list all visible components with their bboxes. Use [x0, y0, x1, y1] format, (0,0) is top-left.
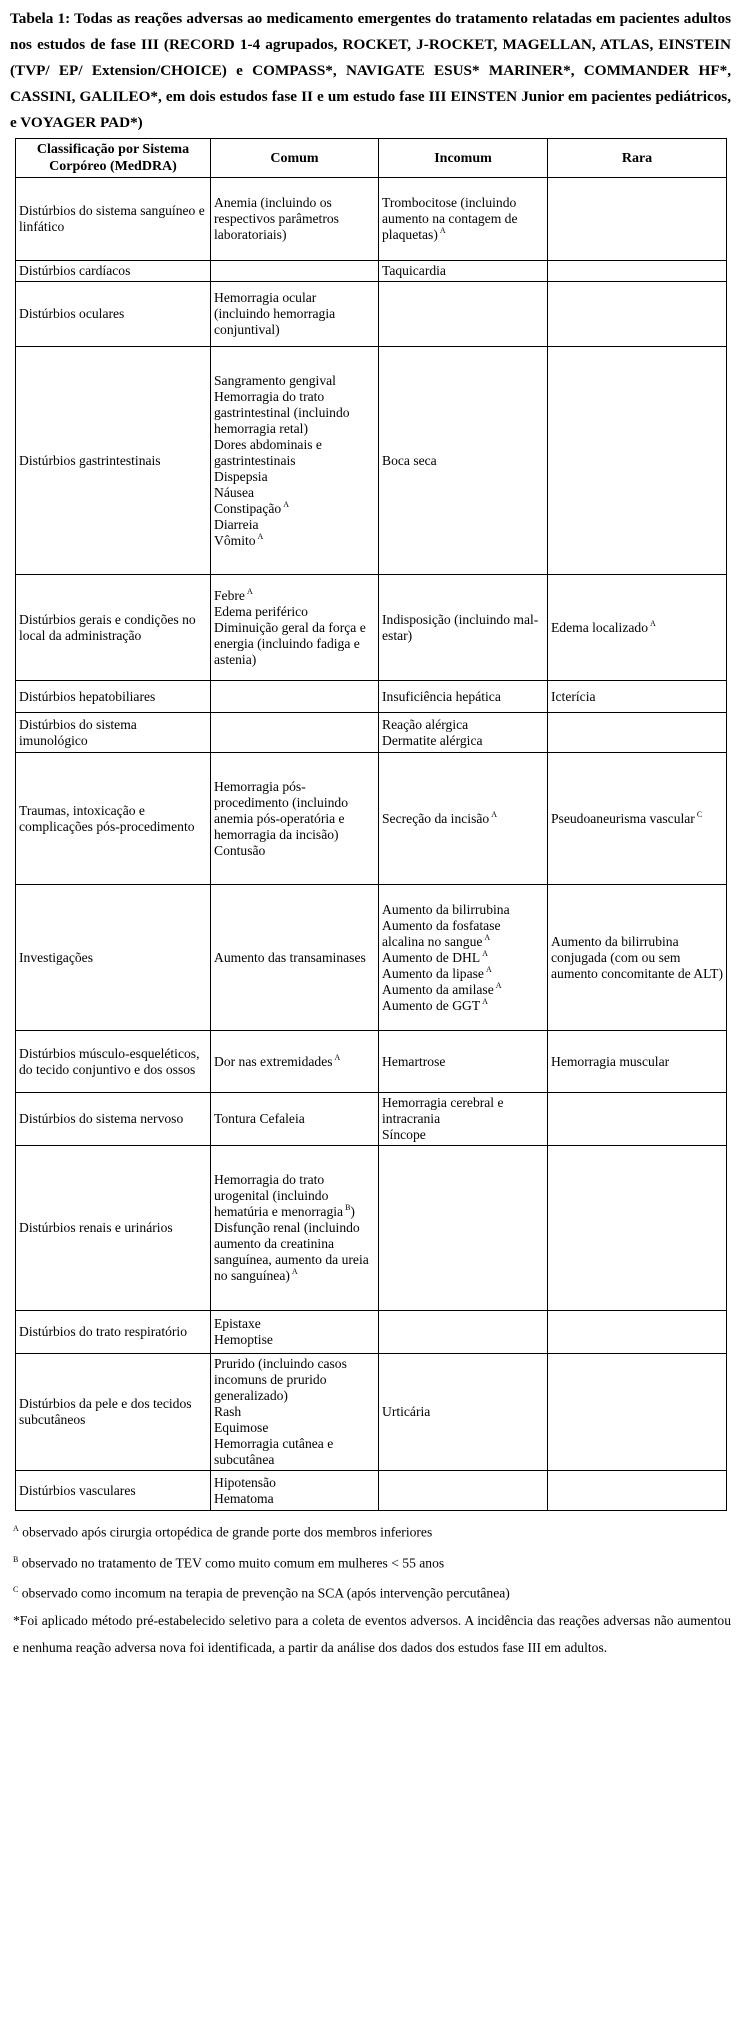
cell-item-text: Hemorragia do trato urogenital (incluindo hematúria e menorragia	[214, 1172, 344, 1219]
table-header-row	[16, 139, 727, 178]
cell-item-text: Hemorragia pós-procedimento (incluindo anemia pós-operatória e hemorragia da incisão)	[214, 778, 349, 842]
cell-item-text: Dor nas extremidades	[214, 1053, 333, 1069]
cell-item	[551, 689, 723, 705]
system-class-cell: Traumas, intoxicação e complicações pós-procedimento	[16, 753, 211, 885]
cell-item	[214, 779, 375, 843]
rare-cell	[548, 347, 727, 575]
table-row	[16, 681, 727, 713]
cell-item-text: Hipotensão	[214, 1474, 276, 1490]
cell-item-text: Equimose	[214, 1420, 269, 1435]
rare-cell	[548, 1146, 727, 1311]
system-class-cell: Distúrbios vasculares	[16, 1471, 211, 1511]
footnote-text: observado no tratamento de TEV como muito comum em mulheres < 55 anos	[18, 1555, 445, 1571]
cell-item	[382, 263, 544, 279]
cell-item	[214, 373, 375, 389]
footnote-text: observado após cirurgia ortopédica de grande porte dos membros inferiores	[18, 1524, 433, 1540]
cell-item-text: Epistaxe	[214, 1316, 261, 1331]
footnote-marker: A	[650, 618, 656, 628]
footnotes	[13, 1515, 731, 1661]
cell-item	[382, 1095, 544, 1127]
rare-cell	[548, 575, 727, 681]
cell-item-text: Icterícia	[551, 688, 596, 704]
system-class-cell: Investigações	[16, 885, 211, 1031]
cell-item-text: Hemoptise	[214, 1332, 273, 1347]
footnote-marker: A	[334, 1052, 341, 1062]
rare-cell	[548, 753, 727, 885]
rare-cell	[548, 261, 727, 282]
system-class-cell: Distúrbios da pele e dos tecidos subcutâneos	[16, 1354, 211, 1471]
cell-item-text: Edema localizado	[551, 619, 648, 635]
cell-item	[382, 1054, 544, 1070]
system-class-cell: Distúrbios cardíacos	[16, 261, 211, 282]
system-class-cell: Distúrbios hepatobiliares	[16, 681, 211, 713]
cell-item-text: Síncope	[382, 1127, 426, 1142]
cell-item	[382, 811, 544, 827]
footnote-mark: A	[13, 1524, 19, 1533]
cell-item	[214, 1420, 375, 1436]
system-class-cell: Distúrbios do trato respiratório	[16, 1311, 211, 1354]
cell-item	[382, 612, 544, 644]
rare-cell	[548, 1471, 727, 1511]
cell-item	[382, 733, 544, 749]
common-cell	[211, 178, 379, 261]
footnote-mark: B	[13, 1554, 19, 1564]
footnote-marker: A	[283, 499, 289, 509]
table-caption: Tabela 1: Todas as reações adversas ao medicamento emergentes do tratamento relatadas em pacientes adultos nos estudos de fase III (RECORD 1-4 agrupados, ROCKET, J-ROCKET, MAGELLAN, ATLAS, EINSTEIN (TVP/ EP/ Extension/CHOICE) e COMPASS*, NAVIGATE ESUS* MARINER*, COMMANDER HF*, CASSINI, GALILEO*, em dois estudos fase II e um estudo fase III EINSTEN Junior em pacientes pediátricos, e VOYAGER PAD*)	[10, 10, 731, 131]
cell-item-text: Edema periférico	[214, 603, 308, 619]
table-row	[16, 575, 727, 681]
cell-item-text: Diminuição geral da força e energia (incluindo fadiga e astenia)	[214, 619, 366, 667]
table-row	[16, 1311, 727, 1354]
cell-item-text: Constipação	[214, 500, 282, 516]
uncommon-cell	[379, 1471, 548, 1511]
cell-item-text: Hemartrose	[382, 1053, 446, 1069]
cell-item-text: Dispepsia	[214, 468, 268, 484]
header-rare: Rara	[548, 139, 727, 178]
cell-item-text: Disfunção renal (incluindo aumento da creatinina sanguínea, aumento da ureia no sanguínea)	[214, 1220, 369, 1283]
footnote-marker: A	[257, 531, 264, 541]
cell-item-text: Aumento da bilirrubina conjugada (com ou sem aumento concomitante de ALT)	[551, 933, 724, 981]
cell-item	[214, 389, 375, 437]
common-cell	[211, 753, 379, 885]
cell-item	[214, 1356, 375, 1404]
cell-item-text: Aumento da lipase	[382, 965, 484, 981]
rare-cell	[548, 1354, 727, 1471]
footnote-marker: A	[246, 586, 253, 596]
uncommon-cell	[379, 885, 548, 1031]
system-class-cell: Distúrbios do sistema nervoso	[16, 1093, 211, 1146]
cell-item	[214, 485, 375, 501]
cell-item	[382, 717, 544, 733]
table-row	[16, 347, 727, 575]
rare-cell	[548, 282, 727, 347]
footnote	[13, 1546, 731, 1577]
cell-item	[382, 950, 544, 966]
cell-item-text: Hemorragia cutânea e subcutânea	[214, 1436, 334, 1467]
cell-item-text: Diarreia	[214, 516, 259, 532]
cell-item	[382, 902, 544, 918]
cell-item-text: Indisposição (incluindo mal- estar)	[382, 611, 539, 643]
common-cell	[211, 282, 379, 347]
common-cell	[211, 1354, 379, 1471]
uncommon-cell	[379, 1146, 548, 1311]
cell-item-text: Aumento das transaminases	[214, 949, 366, 965]
uncommon-cell	[379, 681, 548, 713]
cell-item	[214, 588, 375, 604]
cell-item	[382, 982, 544, 998]
table-row	[16, 261, 727, 282]
footnote-marker: A	[291, 1267, 298, 1277]
cell-item-text: Febre	[214, 587, 245, 603]
table-row	[16, 178, 727, 261]
cell-item-text: Aumento de GGT	[382, 997, 481, 1013]
rare-cell	[548, 681, 727, 713]
system-class-cell: Distúrbios do sistema sanguíneo e linfático	[16, 178, 211, 261]
cell-item	[214, 1220, 375, 1284]
footnote-text: observado como incomum na terapia de prevenção na SCA (após intervenção percutânea)	[18, 1585, 510, 1601]
table-row	[16, 753, 727, 885]
cell-item-text: Tontura Cefaleia	[214, 1111, 305, 1126]
cell-item	[214, 517, 375, 533]
cell-item-text: Pseudoaneurisma vascular	[551, 810, 695, 826]
cell-item	[214, 604, 375, 620]
cell-item	[551, 620, 723, 636]
cell-item-text: Aumento da amilase	[382, 981, 494, 997]
table-row	[16, 1471, 727, 1511]
cell-item	[214, 1436, 375, 1468]
cell-item	[214, 195, 375, 243]
common-cell	[211, 261, 379, 282]
rare-cell	[548, 713, 727, 753]
cell-item	[551, 811, 723, 827]
footnote	[13, 1576, 731, 1607]
cell-item	[382, 689, 544, 705]
cell-item	[382, 998, 544, 1014]
uncommon-cell	[379, 347, 548, 575]
uncommon-cell	[379, 753, 548, 885]
table-row	[16, 1354, 727, 1471]
cell-item	[382, 1127, 544, 1143]
cell-item	[214, 1054, 375, 1070]
cell-item-text: Trombocitose (incluindo aumento na contagem de plaquetas)	[382, 195, 518, 242]
cell-item	[214, 620, 375, 668]
header-common: Comum	[211, 139, 379, 178]
system-class-cell: Distúrbios gerais e condições no local da administração	[16, 575, 211, 681]
cell-item-text: Secreção da incisão	[382, 810, 490, 826]
cell-item-text: Insuficiência hepática	[382, 688, 501, 704]
cell-item-text: Sangramento gengival	[214, 372, 336, 388]
cell-item	[214, 1332, 375, 1348]
cell-item-text: Aumento da fosfatase alcalina no sangue	[382, 917, 501, 949]
footnote-marker: C	[696, 809, 703, 819]
cell-item	[214, 533, 375, 549]
system-class-cell: Distúrbios gastrintestinais	[16, 347, 211, 575]
uncommon-cell	[379, 575, 548, 681]
uncommon-cell	[379, 1031, 548, 1093]
cell-item-text: Urticária	[382, 1404, 431, 1419]
common-cell	[211, 681, 379, 713]
cell-item	[214, 1111, 375, 1127]
footnote-marker: A	[482, 948, 488, 958]
cell-item-text: Náusea	[214, 484, 255, 500]
footnote-marker: A	[495, 980, 502, 990]
footnote-marker: B	[345, 1203, 351, 1213]
system-class-cell: Distúrbios oculares	[16, 282, 211, 347]
footnote-star: *Foi aplicado método pré-estabelecido seletivo para a coleta de eventos adversos. A incidência das reações adversas não aumentou e nenhuma reação adversa nova foi identificada, a partir da análise dos dados dos estudos fase III em adultos.	[13, 1612, 731, 1655]
system-class-cell: Distúrbios músculo-esqueléticos, do tecido conjuntivo e dos ossos	[16, 1031, 211, 1093]
cell-item	[214, 1491, 375, 1507]
adverse-reactions-table	[15, 138, 727, 1511]
rare-cell	[548, 885, 727, 1031]
cell-item-text: Boca seca	[382, 452, 437, 468]
cell-item	[214, 1172, 375, 1220]
footnote-marker: A	[491, 809, 497, 819]
cell-item-text: Contusão	[214, 842, 266, 858]
cell-item	[214, 290, 375, 338]
cell-item	[214, 501, 375, 517]
cell-item-text: Aumento da bilirrubina	[382, 901, 510, 917]
rare-cell	[548, 1311, 727, 1354]
cell-item-text: Prurido (incluindo casos incomuns de prurido generalizado)	[214, 1356, 347, 1403]
common-cell	[211, 575, 379, 681]
footnote-list	[13, 1515, 731, 1607]
common-cell	[211, 1031, 379, 1093]
cell-item-text: Hemorragia do trato gastrintestinal (incluindo hemorragia retal)	[214, 388, 350, 436]
uncommon-cell	[379, 1311, 548, 1354]
table-row	[16, 282, 727, 347]
cell-item	[551, 1054, 723, 1070]
uncommon-cell	[379, 1093, 548, 1146]
rare-cell	[548, 1093, 727, 1146]
uncommon-cell	[379, 282, 548, 347]
cell-item-text: Reação alérgica	[382, 716, 469, 732]
cell-item	[382, 453, 544, 469]
table-row	[16, 885, 727, 1031]
cell-item-text: Dores abdominais e gastrintestinais	[214, 436, 322, 468]
table-row	[16, 1093, 727, 1146]
table-row	[16, 1146, 727, 1311]
cell-item-text: Vômito	[214, 532, 256, 548]
header-class: Classificação por Sistema Corpóreo (MedDRA)	[16, 139, 211, 178]
table-row	[16, 1031, 727, 1093]
rare-cell	[548, 1031, 727, 1093]
footnote	[13, 1515, 731, 1546]
cell-item	[382, 918, 544, 950]
cell-item	[214, 1404, 375, 1420]
uncommon-cell	[379, 178, 548, 261]
cell-item	[214, 843, 375, 859]
cell-item	[214, 437, 375, 469]
footnote-marker: A	[484, 932, 491, 942]
common-cell	[211, 347, 379, 575]
cell-item	[214, 1316, 375, 1332]
system-class-cell: Distúrbios renais e urinários	[16, 1146, 211, 1311]
cell-item	[214, 1475, 375, 1491]
cell-item-text: Hemorragia cerebral e intracrania	[382, 1095, 504, 1126]
cell-item	[382, 1404, 544, 1420]
cell-item	[214, 950, 375, 966]
common-cell	[211, 1311, 379, 1354]
rare-cell	[548, 178, 727, 261]
cell-item-text: Anemia (incluindo os respectivos parâmetros laboratoriais)	[214, 195, 339, 242]
system-class-cell: Distúrbios do sistema imunológico	[16, 713, 211, 753]
cell-item	[551, 934, 723, 982]
cell-item	[382, 966, 544, 982]
uncommon-cell	[379, 713, 548, 753]
common-cell	[211, 885, 379, 1031]
cell-item-suffix: )	[350, 1204, 355, 1219]
footnote-marker: A	[482, 996, 488, 1006]
header-uncommon: Incomum	[379, 139, 548, 178]
cell-item-text: Hematoma	[214, 1490, 274, 1506]
common-cell	[211, 1471, 379, 1511]
cell-item-text: Dermatite alérgica	[382, 732, 483, 748]
uncommon-cell	[379, 261, 548, 282]
common-cell	[211, 1093, 379, 1146]
footnote-mark: C	[13, 1585, 19, 1595]
common-cell	[211, 1146, 379, 1311]
cell-item-text: Rash	[214, 1404, 242, 1419]
cell-item	[382, 195, 544, 243]
cell-item-text: Hemorragia muscular	[551, 1053, 670, 1069]
cell-item	[214, 469, 375, 485]
cell-item-text: Taquicardia	[382, 263, 446, 278]
cell-item-text: Hemorragia ocular (incluindo hemorragia conjuntival)	[214, 290, 336, 337]
table-row	[16, 713, 727, 753]
footnote-marker: A	[485, 964, 492, 974]
uncommon-cell	[379, 1354, 548, 1471]
table-body	[16, 178, 727, 1511]
cell-item-text: Aumento de DHL	[382, 949, 481, 965]
common-cell	[211, 713, 379, 753]
footnote-marker: A	[439, 226, 446, 236]
